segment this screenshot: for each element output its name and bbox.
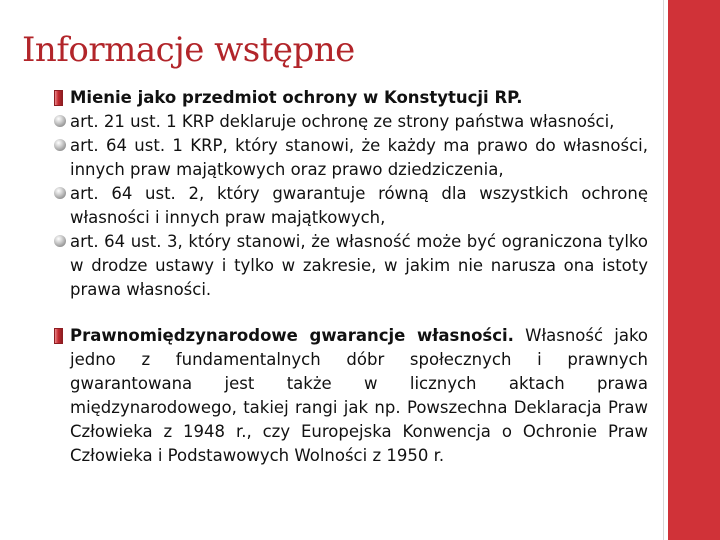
section-spacer	[54, 302, 648, 324]
list-item-text: art. 64 ust. 3, który stanowi, że własność może być ograniczona tylko w drodze ustawy i tylko w zakresie, w jakim nie narusza ona istoty prawa własności.	[70, 232, 648, 299]
round-bullet-icon	[54, 187, 66, 199]
round-bullet-icon	[54, 139, 66, 151]
list-item	[54, 182, 648, 230]
list-item-text: art. 64 ust. 2, który gwarantuje równą dla wszystkich ochronę własności i innych praw majątkowych,	[70, 184, 648, 227]
slide-title: Informacje wstępne	[22, 30, 355, 70]
list-item-text: art. 21 ust. 1 KRP deklaruje ochronę ze strony państwa własności,	[70, 112, 615, 131]
square-bullet-icon	[54, 328, 63, 344]
section-international	[54, 324, 648, 468]
heading-text: Mienie jako przedmiot ochrony w Konstytucji RP.	[70, 88, 523, 107]
section-heading-constitution	[54, 86, 648, 110]
list-item	[54, 134, 648, 182]
list-item	[54, 230, 648, 302]
section-body-text: Własność jako jedno z fundamentalnych dóbr społecznych i prawnych gwarantowana jest także w licznych aktach prawa międzynarodowego, takiej rangi jak np. Powszechna Deklaracja Praw Człowieka z 1948 r., czy Europejska Konwencja o Ochronie Praw Człowieka i Podstawowych Wolności z 1950 r.	[70, 326, 649, 465]
slide-content	[54, 86, 648, 468]
square-bullet-icon	[54, 90, 63, 106]
decorative-side-bar	[668, 0, 720, 540]
list-item-text: art. 64 ust. 1 KRP, który stanowi, że każdy ma prawo do własności, innych praw majątkowych oraz prawo dziedziczenia,	[70, 136, 648, 179]
round-bullet-icon	[54, 115, 66, 127]
heading-text: Prawnomiędzynarodowe gwarancje własności.	[70, 326, 514, 345]
list-item	[54, 110, 648, 134]
round-bullet-icon	[54, 235, 66, 247]
